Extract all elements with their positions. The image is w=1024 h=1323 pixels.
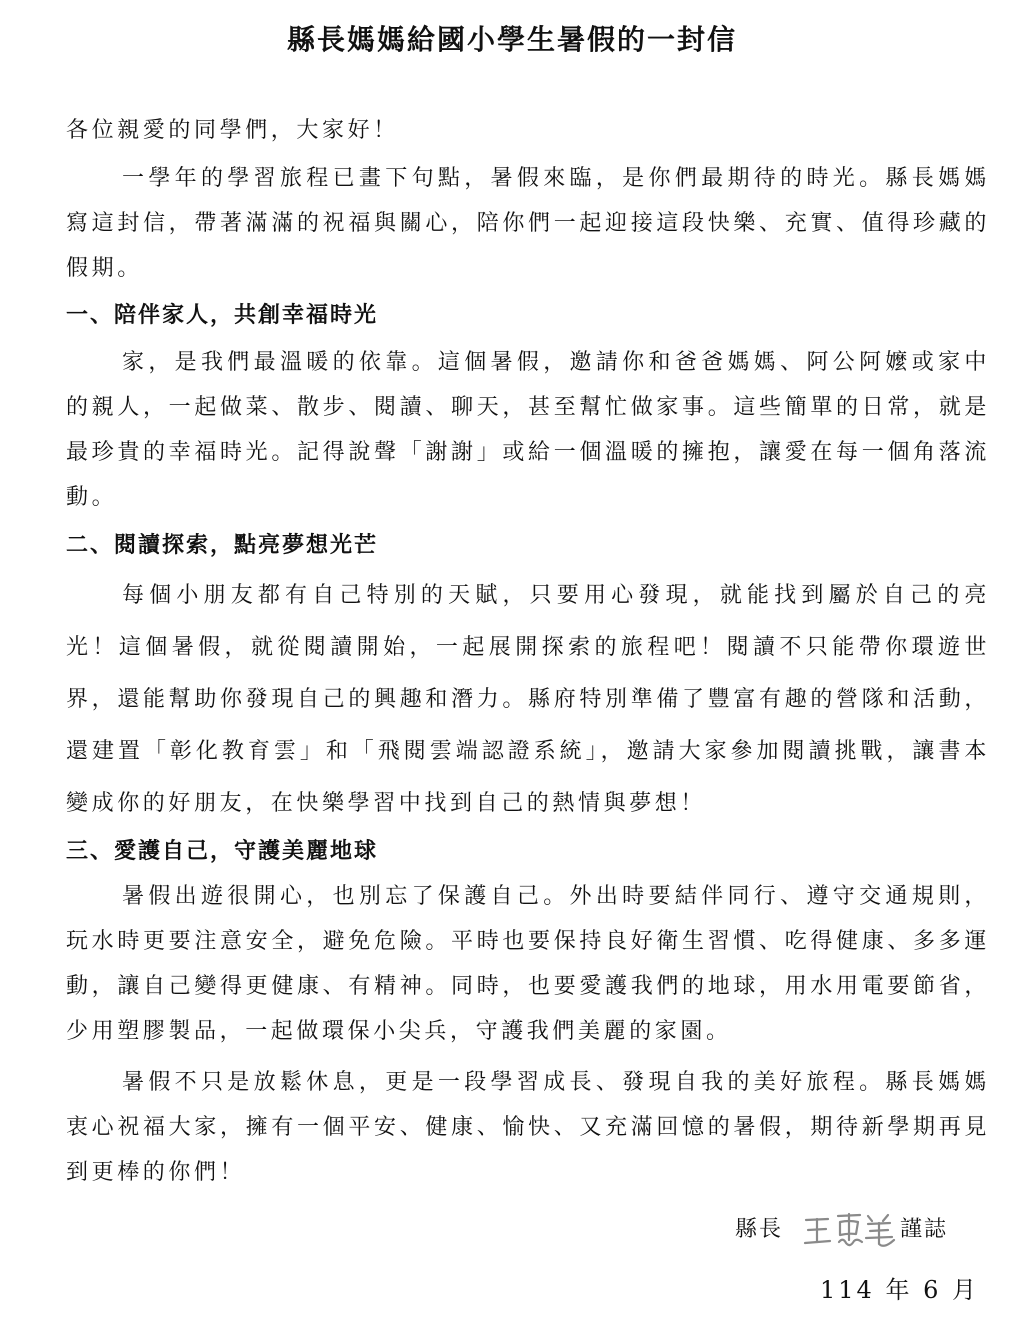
signature-closing: 謹誌 — [900, 1217, 949, 1242]
letter-date: 114 年 6 月 — [820, 1276, 979, 1304]
section-text-reading: 每個小朋友都有自己特別的天賦，只要用心發現，就能找到屬於自己的亮光！這個暑假，就從閱讀開始，一起展開探索的旅程吧！閱讀不只能帶你環遊世界，還能幫助你發現自己的興趣和潛力。縣府特別準備了豐富有趣的營隊和活動，還建置「彰化教育雲」和「飛閱雲端認證系統」，邀請大家參加閱讀挑戰，讓書本變成你的好朋友，在快樂學習中找到自己的熱情與夢想！ — [66, 583, 990, 816]
section-heading-earth: 三、愛護自己，守護美麗地球 — [66, 839, 379, 864]
greeting: 各位親愛的同學們，大家好！ — [66, 118, 399, 143]
signature-title: 縣長 — [735, 1217, 784, 1242]
handwritten-signature-icon — [802, 1210, 898, 1250]
section-text-family: 家，是我們最溫暖的依靠。這個暑假，邀請你和爸爸媽媽、阿公阿嬤或家中的親人，一起做菜、散步、閱讀、聊天，甚至幫忙做家事。這些簡單的日常，就是最珍貴的幸福時光。記得說聲「謝謝」或給一個溫暖的擁抱，讓愛在每一個角落流動。 — [66, 350, 990, 510]
section-text-earth: 暑假出遊很開心，也別忘了保護自己。外出時要結伴同行、遵守交通規則，玩水時更要注意安全，避免危險。平時也要保持良好衛生習慣、吃得健康、多多運動，讓自己變得更健康、有精神。同時，也要愛護我們的地球，用水用電要節省，少用塑膠製品，一起做環保小尖兵，守護我們美麗的家園。 — [66, 884, 990, 1044]
signature-line — [690, 1208, 990, 1252]
intro-paragraph: 一學年的學習旅程已畫下句點，暑假來臨，是你們最期待的時光。縣長媽媽寫這封信，帶著滿滿的祝福與關心，陪你們一起迎接這段快樂、充實、值得珍藏的假期。 — [66, 166, 990, 281]
section-heading-reading: 二、閱讀探索，點亮夢想光芒 — [66, 533, 379, 558]
closing-paragraph: 暑假不只是放鬆休息，更是一段學習成長、發現自我的美好旅程。縣長媽媽衷心祝福大家，擁有一個平安、健康、愉快、又充滿回憶的暑假，期待新學期再見到更棒的你們！ — [66, 1070, 990, 1185]
section-heading-family: 一、陪伴家人，共創幸福時光 — [66, 303, 379, 328]
letter-title: 縣長媽媽給國小學生暑假的一封信 — [286, 23, 737, 56]
